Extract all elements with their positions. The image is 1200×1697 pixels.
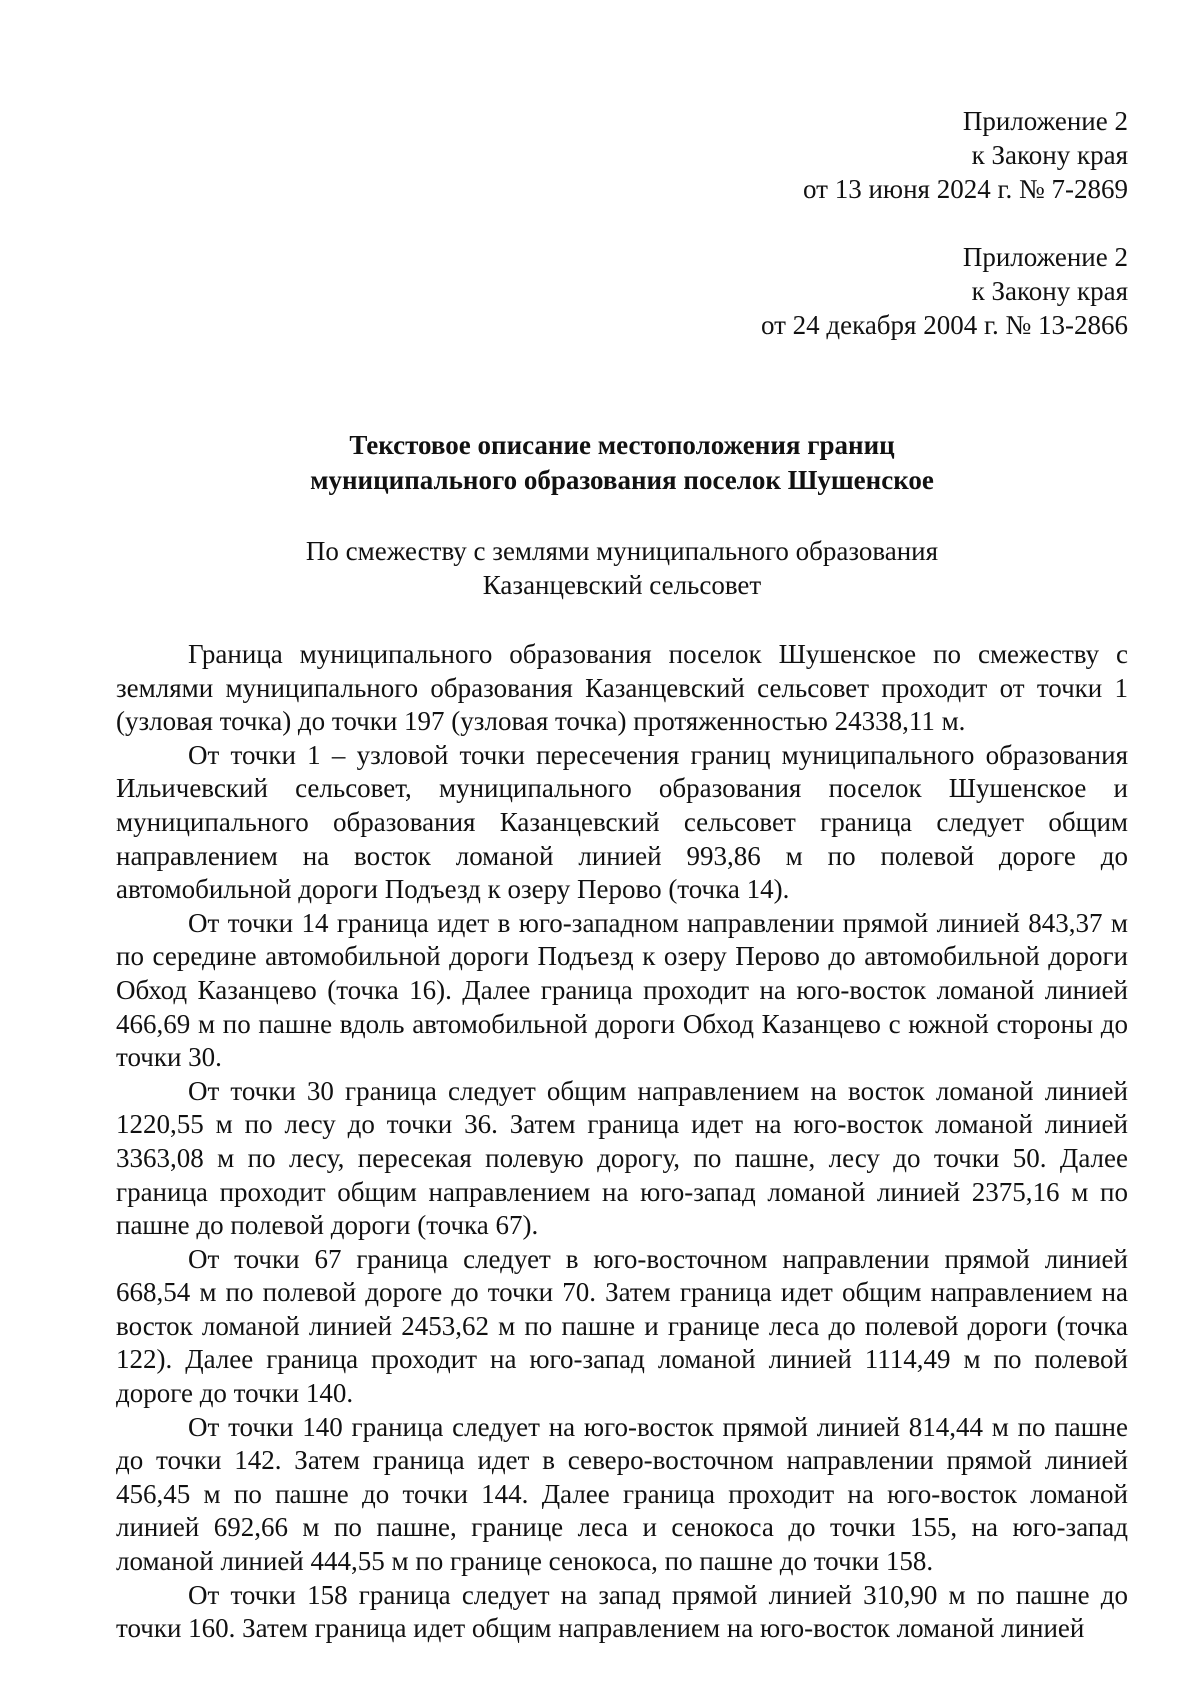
document-title-line-1: Текстовое описание местоположения границ	[349, 430, 895, 460]
paragraph: От точки 67 граница следует в юго-восточном направлении прямой линией 668,54 м по полевой дороге до точки 70. Затем граница идет общим направлением на восток ломаной линией 2453,62 м по пашне и границе леса до полевой дороги (точка 122). Далее граница проходит на юго-запад ломаной линией 1114,49 м по полевой дороге до точки 140.	[116, 1243, 1128, 1409]
paragraph: От точки 14 граница идет в юго-западном направлении прямой линией 843,37 м по середине автомобильной дороги Подъезд к озеру Перово до автомобильной дороги Обход Казанцево (точка 16). Далее граница проходит на юго-восток ломаной линией 466,69 м по пашне вдоль автомобильной дороги Обход Казанцево с южной стороны до точки 30.	[116, 907, 1128, 1073]
appendix-current-law: к Закону края	[971, 140, 1128, 170]
appendix-original-number: Приложение 2	[962, 242, 1128, 272]
appendix-current-date: от 13 июня 2024 г. № 7-2869	[803, 174, 1128, 204]
section-heading-line-2: Казанцевский сельсовет	[482, 570, 762, 600]
paragraph: От точки 140 граница следует на юго-восток прямой линией 814,44 м по пашне до точки 142. Затем граница идет в северо-восточном направлении прямой линией 456,45 м по пашне до точки 144. Далее граница проходит на юго-восток ломаной линией 692,66 м по пашне, границе леса и сенокоса до точки 155, на юго-запад ломаной линией 444,55 м по границе сенокоса, по пашне до точки 158.	[116, 1411, 1128, 1577]
paragraph: Граница муниципального образования поселок Шушенское по смежеству с землями муниципального образования Казанцевский сельсовет проходит от точки 1 (узловая точка) до точки 197 (узловая точка) протяженностью 24338,11 м.	[116, 639, 1128, 737]
paragraph: От точки 1 – узловой точки пересечения границ муниципального образования Ильичевский сельсовет, муниципального образования поселок Шушенское и муниципального образования Казанцевский сельсовет граница следует общим направлением на восток ломаной линией 993,86 м по полевой дороге до автомобильной дороги Подъезд к озеру Перово (точка 14).	[116, 739, 1128, 905]
appendix-current-number: Приложение 2	[962, 106, 1128, 136]
appendix-original-law: к Закону края	[971, 276, 1128, 306]
paragraph: От точки 158 граница следует на запад прямой линией 310,90 м по пашне до точки 160. Затем граница идет общим направлением на юго-восток ломаной линией	[116, 1579, 1128, 1644]
appendix-original-date: от 24 декабря 2004 г. № 13-2866	[760, 310, 1128, 340]
document-title	[116, 428, 1128, 498]
appendix-original-header	[116, 240, 1128, 342]
appendix-current-header	[116, 104, 1128, 206]
section-heading	[116, 534, 1128, 602]
section-heading-line-1: По смежеству с землями муниципального образования	[305, 536, 939, 566]
paragraph: От точки 30 граница следует общим направлением на восток ломаной линией 1220,55 м по лесу до точки 36. Затем граница идет на юго-восток ломаной линией 3363,08 м по лесу, пересекая полевую дорогу, по пашне, лесу до точки 50. Далее граница проходит общим направлением на юго-запад ломаной линией 2375,16 м по пашне до полевой дороги (точка 67).	[116, 1075, 1128, 1241]
document-page	[116, 104, 1128, 1646]
body-text	[116, 638, 1128, 1646]
document-title-line-2: муниципального образования поселок Шушенское	[310, 465, 934, 495]
